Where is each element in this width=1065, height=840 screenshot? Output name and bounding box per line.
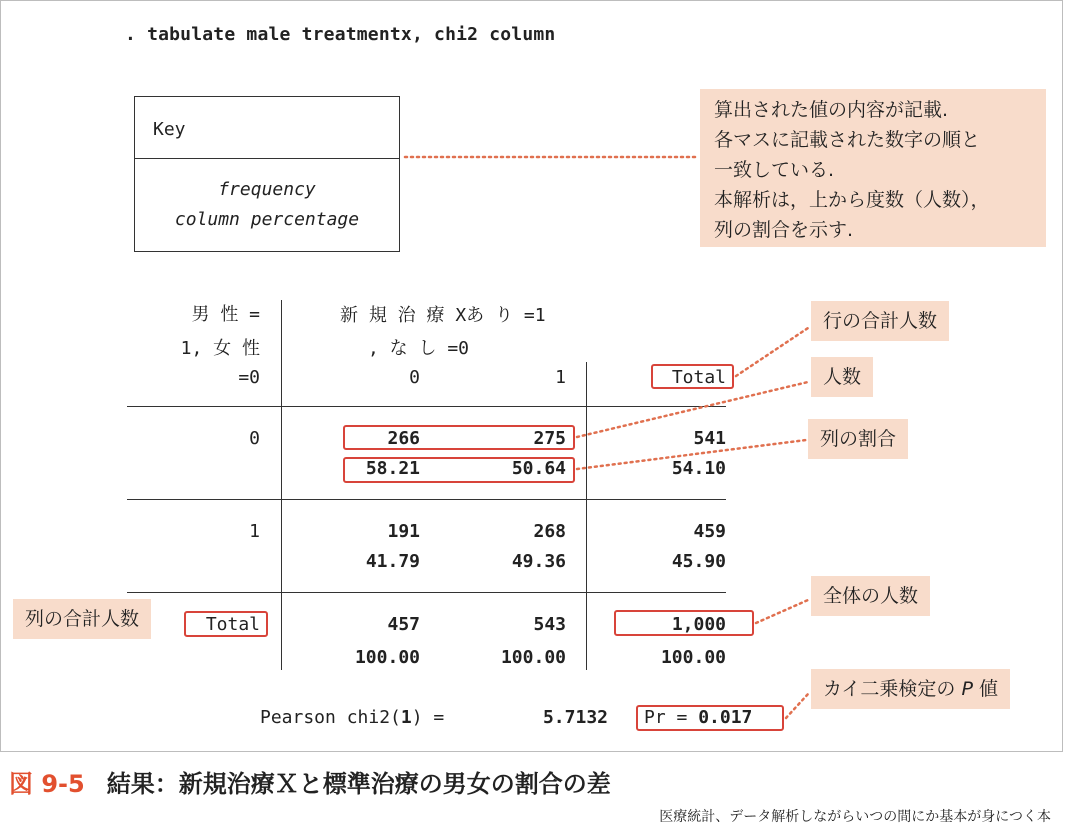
figure-number: 図 9-5 bbox=[9, 770, 85, 798]
tag-grand-total: 全体の人数 bbox=[811, 576, 930, 616]
row-var-line1: 男 性 = bbox=[191, 304, 260, 325]
cell-pct: 49.36 bbox=[511, 551, 566, 572]
cell-pct: 100.00 bbox=[354, 647, 420, 668]
key-note-line: 列の割合を示す. bbox=[714, 219, 854, 241]
key-title: Key bbox=[153, 119, 186, 140]
leader-count bbox=[577, 382, 808, 437]
row-label-1: 1 bbox=[249, 521, 260, 542]
cell-freq: 191 bbox=[387, 521, 420, 542]
cell-freq: 543 bbox=[533, 614, 566, 635]
leader-row-total bbox=[736, 328, 808, 376]
col-var-line2: , な し =0 bbox=[368, 338, 470, 359]
key-note-line: 各マスに記載された数字の順と bbox=[714, 129, 981, 151]
cell-pct: 58.21 bbox=[365, 458, 420, 479]
leader-p-value bbox=[786, 694, 808, 718]
tag-p-value-suffix: 値 bbox=[979, 678, 999, 700]
stata-command: . tabulate male treatmentx, chi2 column bbox=[125, 24, 556, 45]
cell-pct-total: 45.90 bbox=[671, 551, 726, 572]
row-var-line3: =0 bbox=[238, 367, 260, 388]
key-column-percentage: column percentage bbox=[174, 209, 360, 230]
key-note-line: 一致している. bbox=[714, 159, 835, 181]
tag-col-total: 列の合計人数 bbox=[13, 599, 151, 639]
chi2-value: 5.7132 bbox=[542, 707, 608, 728]
col-header-total: Total bbox=[671, 367, 726, 388]
key-note-line: 算出された値の内容が記載. bbox=[714, 99, 949, 121]
cell-pct-total: 100.00 bbox=[660, 647, 726, 668]
cell-pct: 100.00 bbox=[500, 647, 566, 668]
chi2-df: 1 bbox=[400, 707, 412, 728]
cell-pct: 41.79 bbox=[365, 551, 420, 572]
figure-caption bbox=[9, 764, 611, 799]
tag-p-value-italic: P bbox=[961, 678, 973, 700]
cell-freq-total: 541 bbox=[693, 428, 726, 449]
cell-pct-total: 54.10 bbox=[671, 458, 726, 479]
row-label-total: Total bbox=[205, 614, 260, 635]
row-label-0: 0 bbox=[249, 428, 260, 449]
cell-freq-total: 459 bbox=[693, 521, 726, 542]
tag-count: 人数 bbox=[811, 357, 873, 397]
tag-row-total: 行の合計人数 bbox=[811, 301, 949, 341]
cell-grand-total: 1,000 bbox=[671, 614, 726, 635]
chi2-label: Pearson chi2( bbox=[260, 707, 401, 728]
cell-freq: 275 bbox=[533, 428, 566, 449]
pr-value: 0.017 bbox=[698, 707, 753, 728]
chi2-close: ) = bbox=[411, 707, 445, 728]
tag-p-value-prefix: カイ二乗検定の bbox=[823, 678, 956, 700]
col-var-line1: 新 規 治 療 Xあ り =1 bbox=[340, 305, 546, 326]
book-title-footer: 医療統計、データ解析しながらいつの間にか基本が身につく本 bbox=[659, 809, 1051, 825]
cell-pct: 50.64 bbox=[511, 458, 566, 479]
key-note-line: 本解析は，上から度数（人数）， bbox=[714, 189, 990, 211]
leader-col-pct bbox=[577, 440, 806, 469]
cell-freq: 457 bbox=[387, 614, 420, 635]
leader-grand-total bbox=[756, 600, 808, 623]
pr-label: Pr = bbox=[644, 707, 688, 728]
col-header-1: 1 bbox=[555, 367, 566, 388]
figure-title: 結果：新規治療Ｘと標準治療の男女の割合の差 bbox=[106, 770, 611, 798]
key-frequency: frequency bbox=[218, 179, 316, 200]
cell-freq: 266 bbox=[387, 428, 420, 449]
row-var-line2: 1, 女 性 bbox=[180, 338, 260, 359]
tag-col-pct: 列の割合 bbox=[808, 419, 908, 459]
col-header-0: 0 bbox=[409, 367, 420, 388]
cell-freq: 268 bbox=[533, 521, 566, 542]
